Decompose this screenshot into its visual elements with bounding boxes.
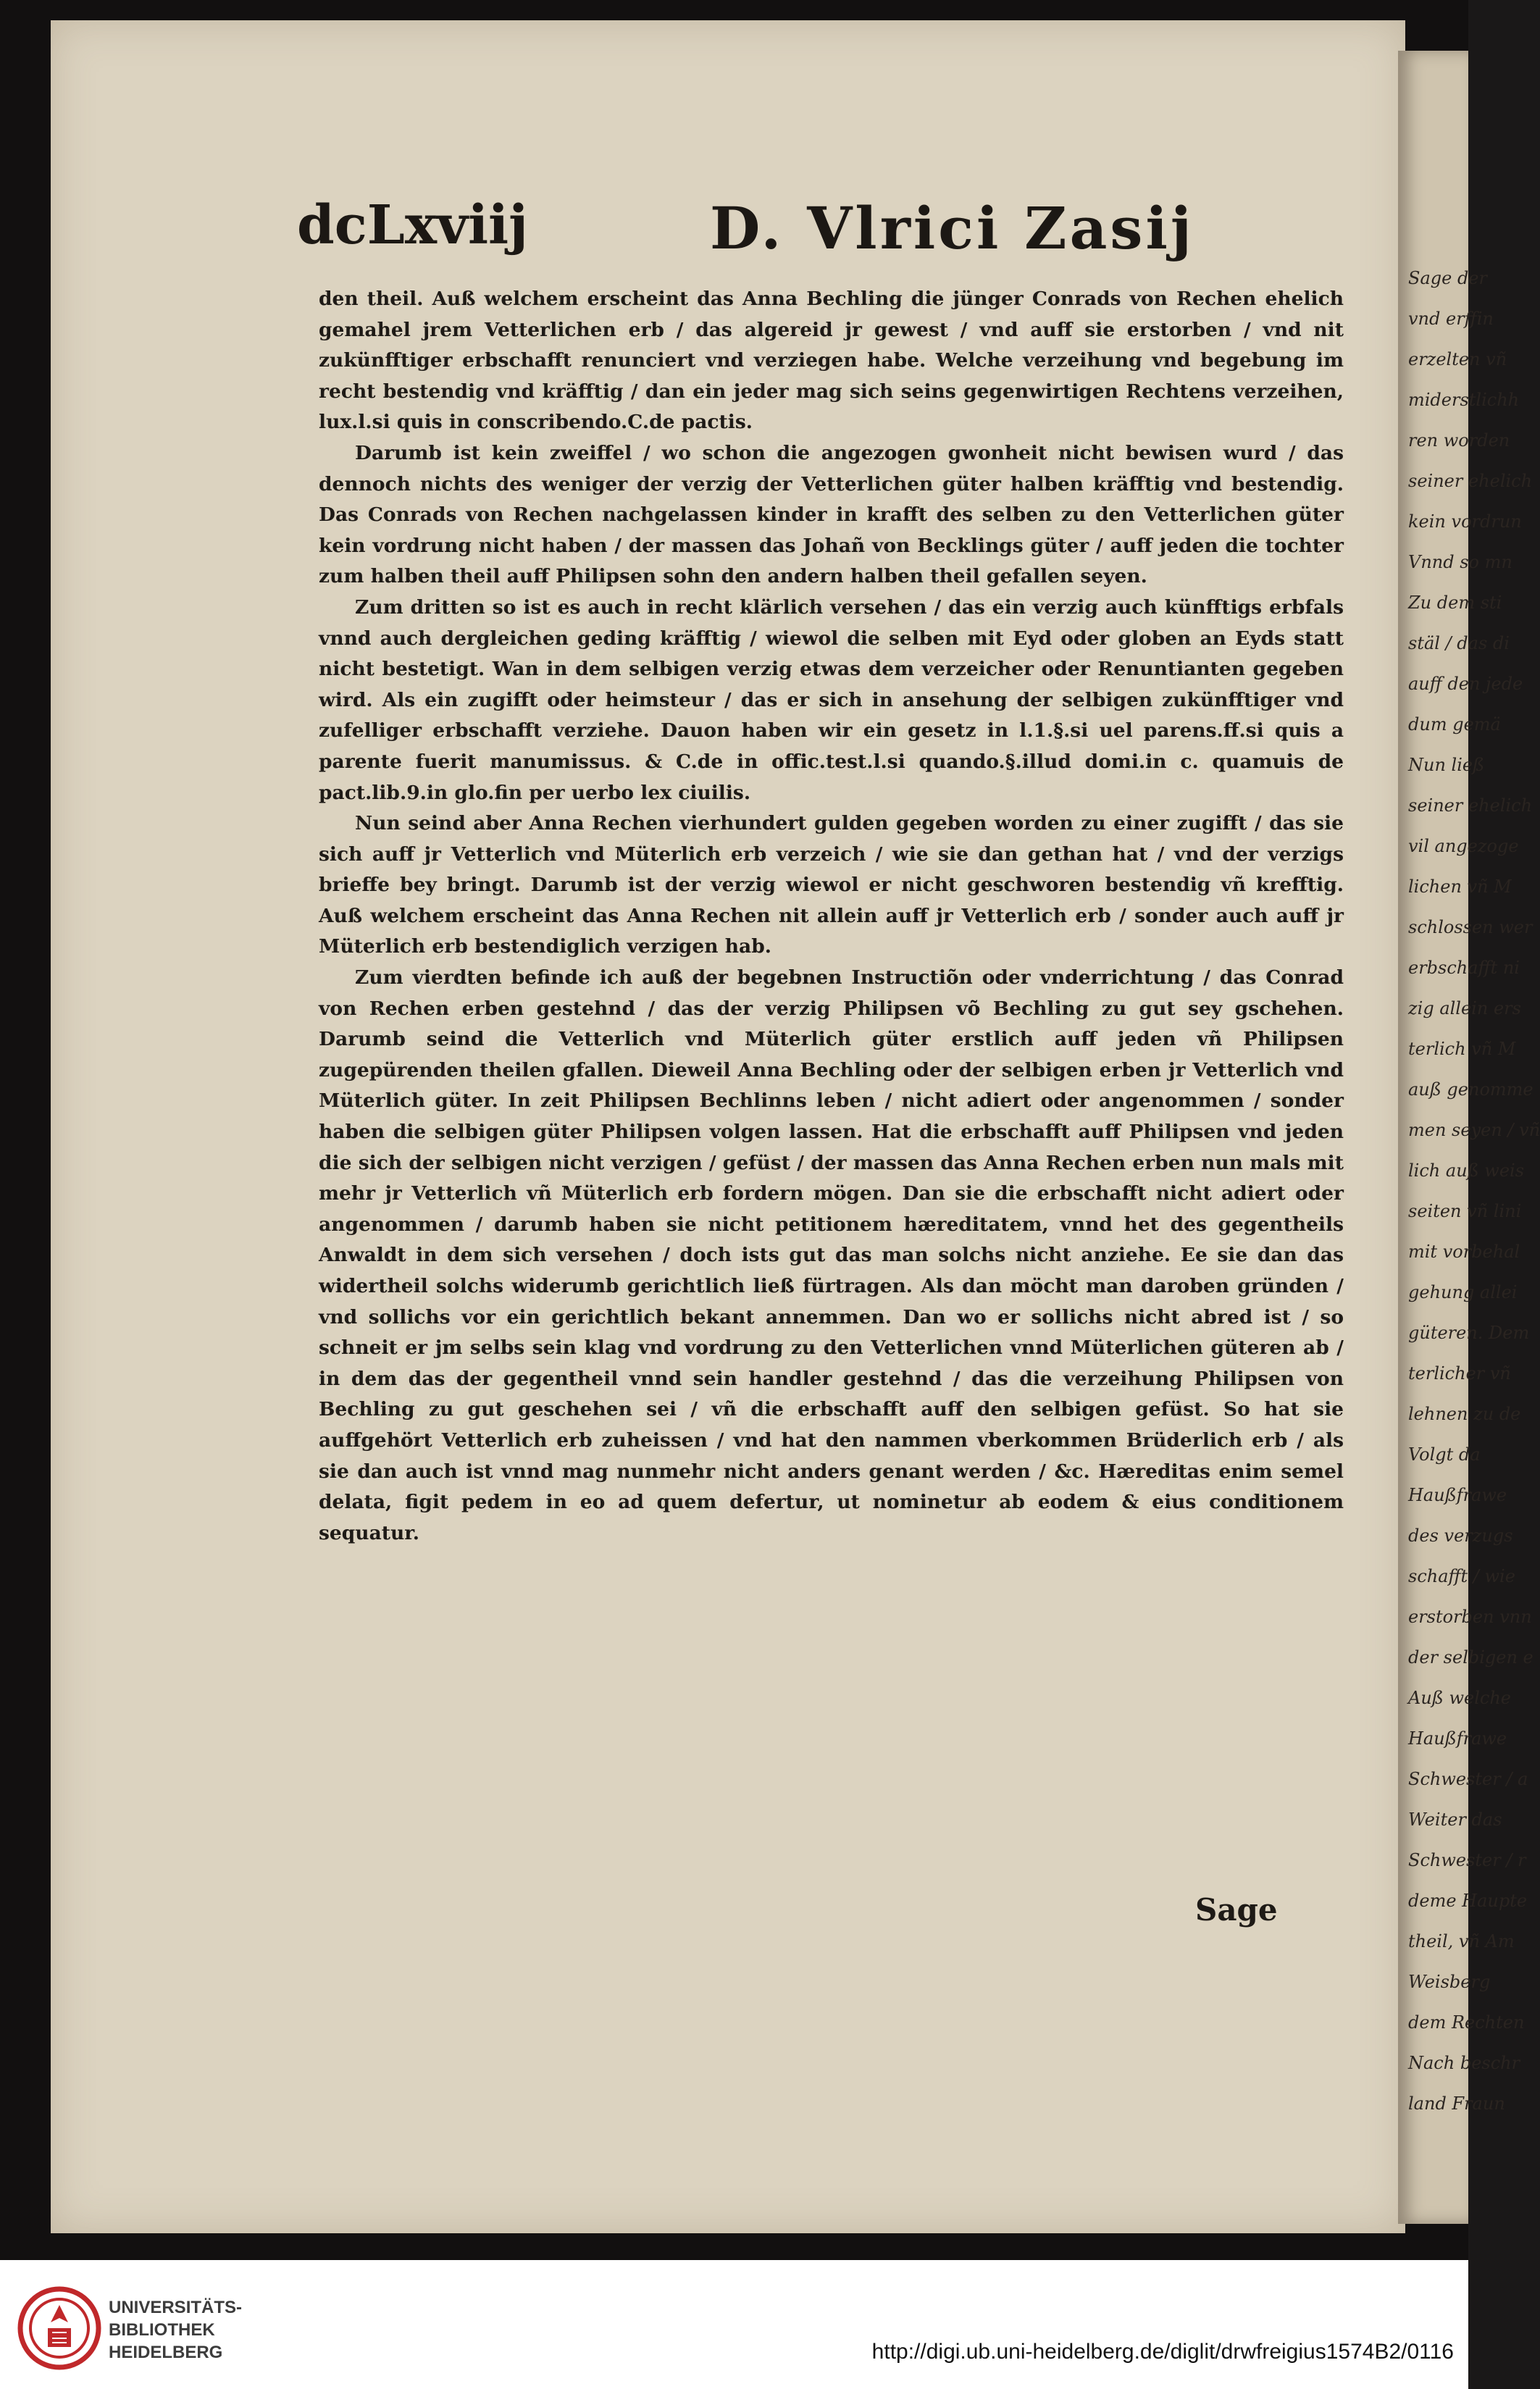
facing-page-line: lichen vñ M xyxy=(1408,876,1512,897)
source-url-link[interactable]: http://digi.ub.uni-heidelberg.de/diglit/drwfreigius1574B2/0116 xyxy=(871,2340,1454,2364)
library-name-line: UNIVERSITÄTS- xyxy=(109,2298,243,2317)
folio-number: dcLxviij xyxy=(297,194,528,256)
facing-page-line: Vnnd so mn xyxy=(1408,552,1512,572)
facing-page-line: kein vordrun xyxy=(1408,511,1522,532)
facing-page-line: erzelten vñ xyxy=(1408,349,1507,369)
facing-page-line: Zu dem sti xyxy=(1408,593,1502,613)
facing-page-line: des verzugs xyxy=(1408,1526,1513,1546)
library-name-line: HEIDELBERG xyxy=(109,2343,223,2362)
paragraph: Nun seind aber Anna Rechen vierhundert gulden gegeben worden zu einer zugifft / das sie sich auff jr Vetterlich vnd Müterlich erb verzeich / wie sie dan gethan hat / vnd der verzigs brieffe bey bringt. Darumb ist der verzig wiewol er nicht geschworen bestendig vñ krefftig. Auß welchem erscheint das Anna Rechen nit allein auff jr Vetterlich erb / sonder auch auff jr Müterlich erb bestendiglich verzigen hab. xyxy=(319,812,1344,958)
facing-page-line: gehung allei xyxy=(1408,1282,1518,1302)
facing-page-line: stäl / das di xyxy=(1408,633,1510,653)
facing-page-line: Sage der xyxy=(1408,268,1487,288)
facing-page-line: auß genomme xyxy=(1408,1079,1533,1100)
facing-page-line: schafft / wie xyxy=(1408,1566,1515,1586)
university-seal-icon xyxy=(16,2285,103,2372)
facing-page-line: seiner ehelich xyxy=(1408,471,1533,491)
facing-page-line: Nun ließ xyxy=(1408,755,1485,775)
facing-page-line: auff den jede xyxy=(1408,674,1523,694)
facing-page-line: seiner ehelich xyxy=(1408,795,1533,816)
facing-page-line: miderstlichh xyxy=(1408,390,1520,410)
facing-page-line: seiten vñ lini xyxy=(1408,1201,1522,1221)
facing-page-line: zig allein ers xyxy=(1408,998,1521,1018)
facing-page-line: güteren. Dem xyxy=(1408,1323,1530,1343)
facing-page-line: erstorben vnn xyxy=(1408,1607,1532,1627)
paragraph: Zum vierdten befinde ich auß der begebnen Instructiõn oder vnderrichtung / das Conrad von Rechen erben gestehnd / das der verzig Philipsen võ Bechling zu gut sey gschehen. Darumb seind die Vetterlich vnd Müterlich güter erstlich auff jeden vñ Philipsen zugepürenden theilen gfallen. Dieweil Anna Bechling oder der selbigen erben jr Vetterlich vnd Müterlich güter. In zeit Philipsen Bechlinns leben / nicht adiert oder angenommen / sonder haben die selbigen güter Philipsen volgen lassen. Hat die erbschafft auff Philipsen vnd jeden die sich der selbigen nicht verzigen / gefüst / der massen das Anna Rechen erben nun mals mit mehr jr Vetterlich vñ Müterlich erb fordern mögen. Dan sie die erbschafft nicht adiert oder angenommen / darumb haben sie nicht petitionem hæreditatem, vnnd het des gegentheils Anwaldt in dem sich versehen / doch ists gut das man solchs nicht anziehe. Ee sie dan das widertheil solchs widerumb gerichtlich ließ fürtragen. Als dan möcht man daroben gründen / vnd sollichs vor ein gerichtlich bekant annemmen. Dan wo er sollichs nicht abred ist / so schneit er jm selbs sein klag vnd vordrung zu den Vetterlichen vnnd Müterlichen güteren ab / in dem das der gegentheil vnnd sein handler gestehnd / das die verzeihung Philipsen von Bechling zu gut geschehen sei / vñ die erbschafft auff den selbigen gefüst. So hat sie auffgehört Vetterlich erb zuheissen / vnd hat den nammen vberkommen Brüderlich erb / als sie dan auch ist vnnd mag nunmehr nicht anders genant werden / &c. Hæreditas enim semel delata, figit pedem in eo ad quem defertur, ut nominetur ab eodem & eius conditionem sequatur. xyxy=(319,966,1344,1544)
facing-page-line: Haußfrawe xyxy=(1408,1485,1507,1505)
facing-page-line: Volgt da xyxy=(1408,1444,1481,1465)
facing-page-line: der selbigen e xyxy=(1408,1647,1533,1668)
facing-page-line: men seyen / vñ xyxy=(1408,1120,1540,1140)
facing-page-line: terlich vñ M xyxy=(1408,1039,1516,1059)
facing-page-line: Schwester / r xyxy=(1408,1850,1526,1870)
facing-page-line: deme Haupte xyxy=(1408,1891,1528,1911)
facing-page-line: schlossen wer xyxy=(1408,917,1533,937)
facing-page-line: dem Rechten xyxy=(1408,2012,1525,2033)
library-name-line: BIBLIOTHEK xyxy=(109,2320,215,2340)
paragraph: Darumb ist kein zweiffel / wo schon die angezogen gwonheit nicht bewisen wurd / das dennoch nichts des weniger der verzig der Vetterlichen güter halben kräfftig vnd bestendig. Das Conrads von Rechen nachgelassen kinder in krafft des selben zu den Vetterlichen güter kein vordrung nicht haben / der massen das Johañ von Becklings güter / auff jeden die tochter zum halben theil auff Philipsen sohn den andern halben theil gefallen seyen. xyxy=(319,441,1344,588)
facing-page-line: Weisberg xyxy=(1408,1972,1491,1992)
facing-page-line: vnd erffin xyxy=(1408,309,1494,329)
facing-page-line: terlicher vñ xyxy=(1408,1363,1511,1384)
facing-page-edge xyxy=(1398,51,1540,2224)
catchword: Sage xyxy=(1195,1892,1278,1928)
facing-page-line: dum gemä xyxy=(1408,714,1501,735)
facing-page-line: mit vorbehal xyxy=(1408,1242,1520,1262)
page-body xyxy=(319,284,1344,1549)
running-head: D. Vlrici Zasij xyxy=(710,194,1194,262)
footer-bar xyxy=(0,2260,1468,2389)
facing-page-line: lehnen zu de xyxy=(1408,1404,1521,1424)
facing-page-line: Schwester / a xyxy=(1408,1769,1528,1789)
facing-page-line: ren worden xyxy=(1408,430,1510,451)
facing-page-line: lich auß weis xyxy=(1408,1160,1525,1181)
facing-page-line: theil, vñ Am xyxy=(1408,1931,1515,1951)
facing-page-line: Weiter das xyxy=(1408,1809,1502,1830)
facing-page-line: vil angezoge xyxy=(1408,836,1519,856)
facing-page-line: land Fraun xyxy=(1408,2093,1505,2114)
page-header xyxy=(297,194,1333,281)
facing-page-line: Nach beschr xyxy=(1408,2053,1520,2073)
paragraph: Zum dritten so ist es auch in recht klärlich versehen / das ein verzig auch künfftigs erbfals vnnd auch dergleichen geding kräfftig / wiewol die selben mit Eyd oder globen an Eyds statt nicht bestetigt. Wan in dem selbigen verzig etwas dem verzeicher oder Renuntianten gegeben wird. Als ein zugifft oder heimsteur / das er sich in ansehung der selbigen zukünfftiger vnd zufelliger erbschafft verziehe. Dauon haben wir ein gesetz in l.1.§.si uel parens.ff.si quis a parente fuerit manumissus. & C.de in offic.test.l.si quando.§.illud domi.in c. quamuis de pact.lib.9.in glo.fin per uerbo lex ciuilis. xyxy=(319,595,1344,804)
facing-page-line: Auß welche xyxy=(1408,1688,1511,1708)
library-name xyxy=(109,2296,242,2364)
facing-page-line: erbschafft ni xyxy=(1408,958,1520,978)
facing-page-line: Haußfrawe xyxy=(1408,1728,1507,1749)
paragraph: den theil. Auß welchem erscheint das Anna Bechling die jünger Conrads von Rechen ehelich gemahel jrem Vetterlichen erb / das algereid jr gewest / vnd auff sie erstorben / vnd nit zukünfftiger erbschafft renunciert vnd verziegen habe. Welche verzeihung vnd begebung im recht bestendig vnd kräfftig / dan ein jeder mag sich seins gegenwirtigen Rechtens verzeihen, lux.l.si quis in conscribendo.C.de pactis. xyxy=(319,288,1344,434)
